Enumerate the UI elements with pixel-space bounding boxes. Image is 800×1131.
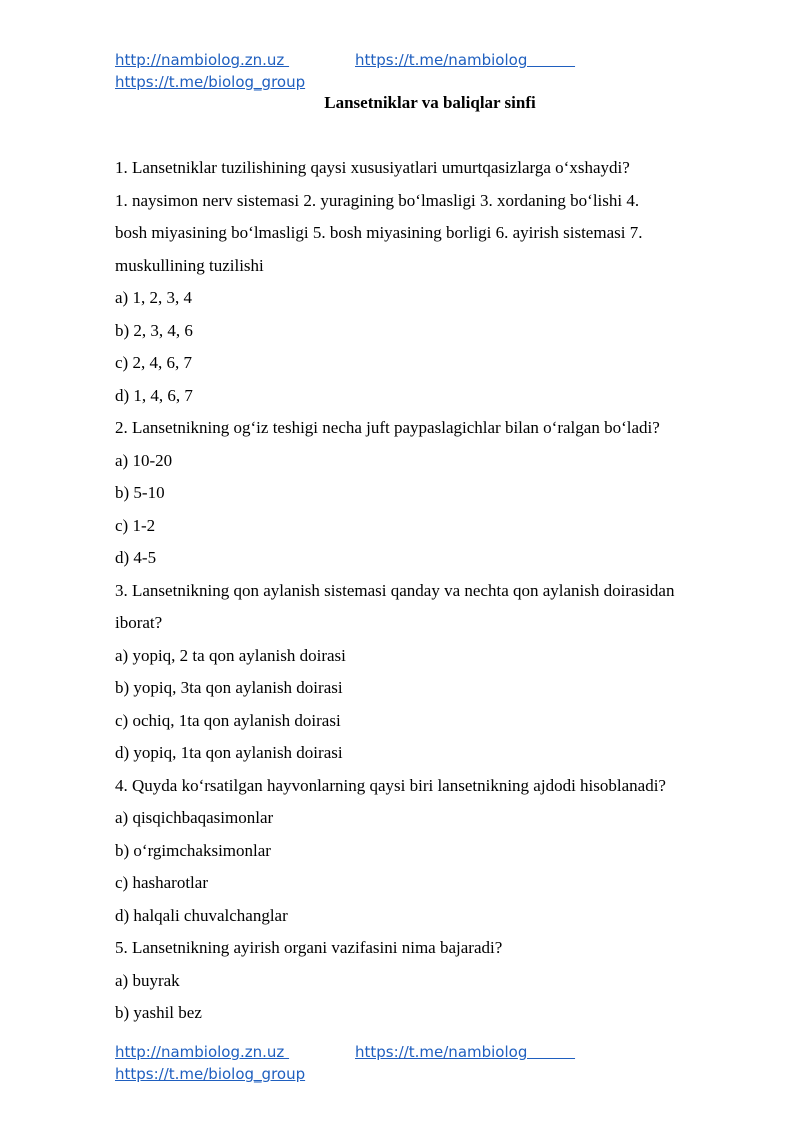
footer-link-telegram-group[interactable]: https://t.me/biolog_group	[115, 1065, 306, 1083]
question-3-text-line-1: 3. Lansetnikning qon aylanish sistemasi qanday va nechta qon aylanish doirasidan	[115, 580, 675, 600]
header-link-telegram-channel[interactable]: https://t.me/nambiolog	[355, 51, 576, 69]
document-title: Lansetniklar va baliqlar sinfi	[324, 93, 536, 112]
header-link-telegram-group[interactable]: https://t.me/biolog_group	[115, 73, 306, 91]
question-4-option-d: d) halqali chuvalchanglar	[115, 905, 288, 925]
question-2-text: 2. Lansetnikning og‘iz teshigi necha juft paypaslagichlar bilan o‘ralgan bo‘ladi?	[115, 418, 660, 437]
question-1-list-line-2: bosh miyasining bo‘lmasligi 5. bosh miyasining borligi 6. ayirish sistemasi 7.	[115, 223, 643, 242]
question-2-option-d: d) 4-5	[115, 548, 157, 567]
footer-link-website[interactable]: http://nambiolog.zn.uz	[115, 1043, 290, 1061]
question-1-option-c: c) 2, 4, 6, 7	[115, 353, 192, 372]
question-3-option-d: d) yopiq, 1ta qon aylanish doirasi	[115, 743, 343, 762]
question-3-option-c: c) ochiq, 1ta qon aylanish doirasi	[115, 710, 341, 730]
question-4-text: 4. Quyda ko‘rsatilgan hayvonlarning qaysi biri lansetnikning ajdodi hisoblanadi?	[115, 775, 666, 795]
question-1-list-line-3: muskullining tuzilishi	[115, 255, 264, 275]
question-1-list-line-1: 1. naysimon nerv sistemasi 2. yuragining bo‘lmasligi 3. xordaning bo‘lishi 4.	[115, 190, 640, 210]
question-1-text: 1. Lansetniklar tuzilishining qaysi xususiyatlari umurtqasizlarga o‘xshaydi?	[115, 158, 630, 177]
question-2-option-c: c) 1-2	[115, 515, 156, 535]
question-3-text-line-2: iborat?	[115, 613, 163, 632]
question-4-option-b: b) o‘rgimchaksimonlar	[115, 840, 271, 860]
question-4-option-a: a) qisqichbaqasimonlar	[115, 808, 274, 827]
question-3-option-b: b) yopiq, 3ta qon aylanish doirasi	[115, 678, 343, 697]
question-5-option-b: b) yashil bez	[115, 1003, 202, 1022]
document-body	[115, 152, 740, 1030]
question-2-option-a: a) 10-20	[115, 450, 173, 470]
question-4-option-c: c) hasharotlar	[115, 873, 208, 892]
footer-link-telegram-channel[interactable]: https://t.me/nambiolog	[355, 1043, 576, 1061]
question-5-text: 5. Lansetnikning ayirish organi vazifasini nima bajaradi?	[115, 938, 503, 957]
question-1-option-b: b) 2, 3, 4, 6	[115, 320, 193, 340]
question-5-option-a: a) buyrak	[115, 970, 180, 990]
header-link-website[interactable]: http://nambiolog.zn.uz	[115, 51, 290, 69]
question-3-option-a: a) yopiq, 2 ta qon aylanish doirasi	[115, 645, 346, 665]
question-2-option-b: b) 5-10	[115, 483, 165, 502]
question-1-option-a: a) 1, 2, 3, 4	[115, 288, 192, 307]
question-1-option-d: d) 1, 4, 6, 7	[115, 385, 193, 405]
